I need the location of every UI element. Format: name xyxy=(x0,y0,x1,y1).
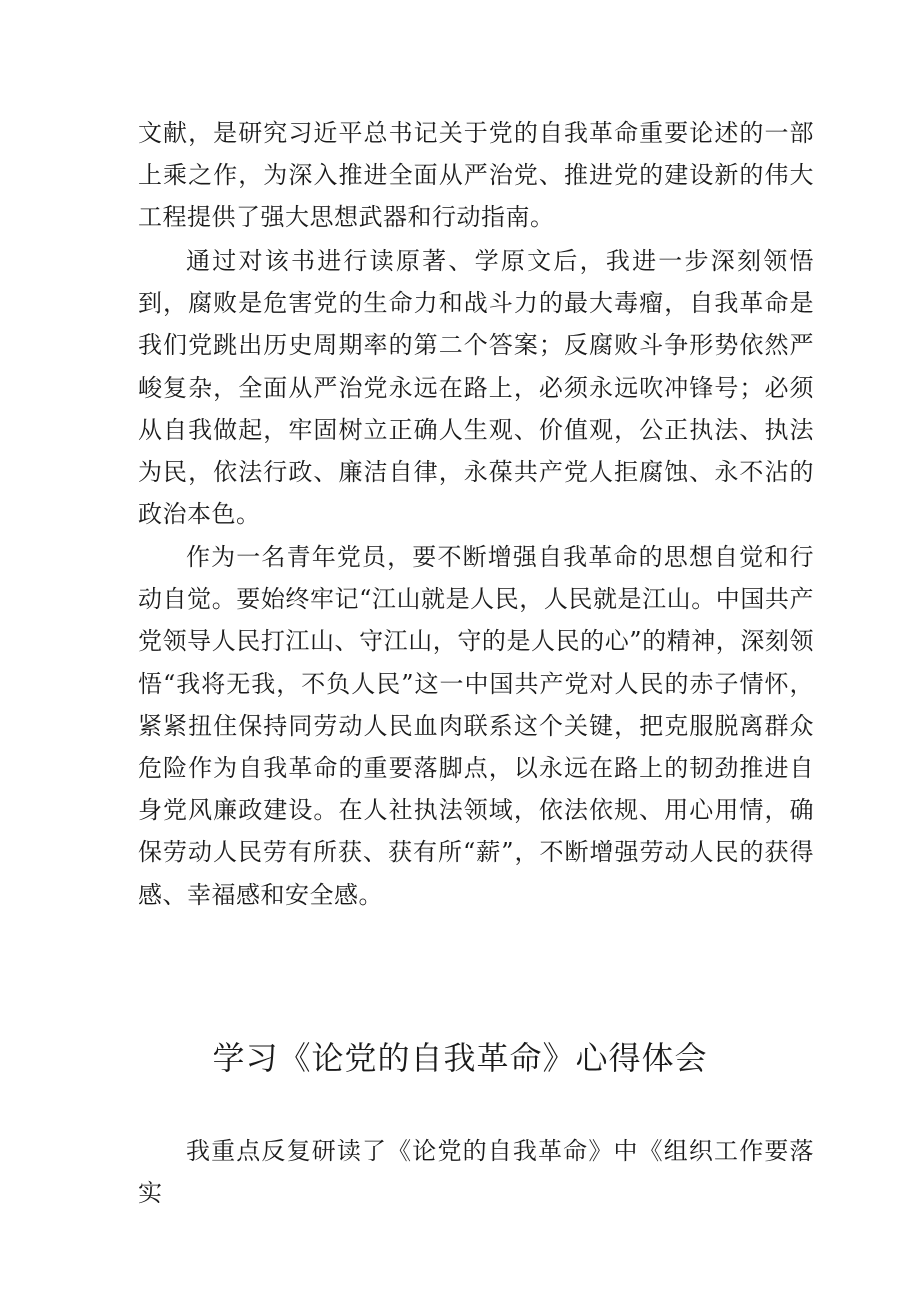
body-paragraph: 通过对该书进行读原著、学原文后，我进一步深刻领悟到，腐败是危害党的生命力和战斗力的最大毒瘤，自我革命是我们党跳出历史周期率的第二个答案；反腐败斗争形势依然严峻复杂，全面从严治党永远在路上，必须永远吹冲锋号；必须从自我做起，牢固树立正确人生观、价值观，公正执法、执法为民，依法行政、廉洁自律，永葆共产党人拒腐蚀、永不沾的政治本色。 xyxy=(138,247,814,529)
section-heading: 学习《论党的自我革命》心得体会 xyxy=(212,1039,708,1077)
body-paragraph: 文献，是研究习近平总书记关于党的自我革命重要论述的一部上乘之作，为深入推进全面从严治党、推进党的建设新的伟大工程提供了强大思想武器和行动指南。 xyxy=(138,119,814,232)
body-paragraph: 作为一名青年党员，要不断增强自我革命的思想自觉和行动自觉。要始终牢记“江山就是人民，人民就是江山。中国共产党领导人民打江山、守江山，守的是人民的心”的精神，深刻领悟“我将无我，不负人民”这一中国共产党对人民的赤子情怀，紧紧扭住保持同劳动人民血肉联系这个关键，把克服脱离群众危险作为自我革命的重要落脚点，以永远在路上的韧劲推进自身党风廉政建设。在人社执法领域，依法依规、用心用情，确保劳动人民劳有所获、获有所“薪”，不断增强劳动人民的获得感、幸福感和安全感。 xyxy=(138,543,814,909)
body-paragraph: 我重点反复研读了《论党的自我革命》中《组织工作要落实 xyxy=(138,1137,814,1208)
